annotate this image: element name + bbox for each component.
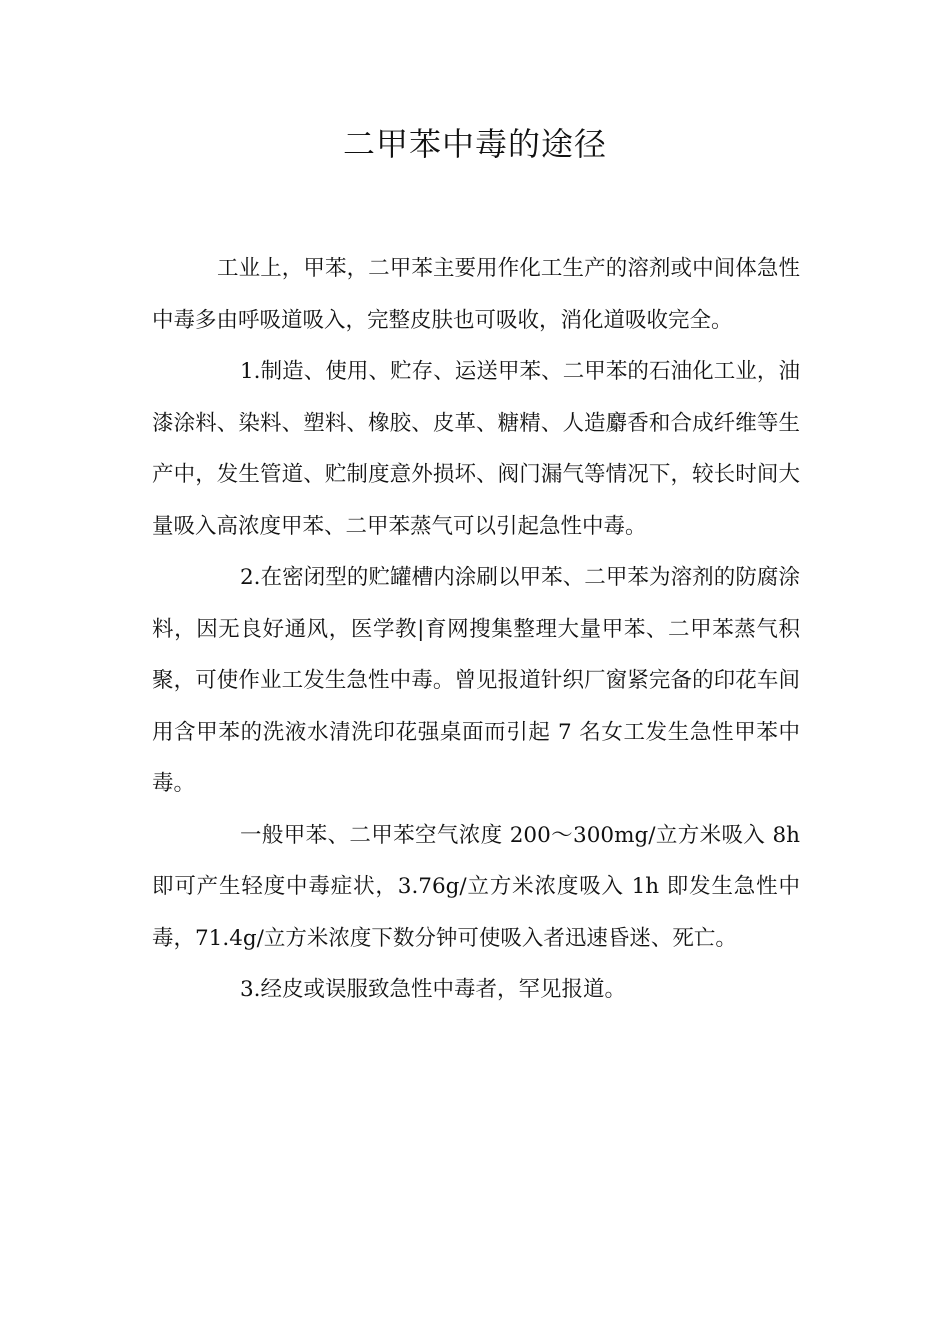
paragraph-item-1: 1.制造、使用、贮存、运送甲苯、二甲苯的石油化工业，油漆涂料、染料、塑料、橡胶、皮革、糖精、人造麝香和合成纤维等生产中，发生管道、贮制度意外损坏、阀门漏气等情况下，较长时间大量吸入高浓度甲苯、二甲苯蒸气可以引起急性中毒。 <box>152 359 800 539</box>
paragraph-intro: 工业上，甲苯，二甲苯主要用作化工生产的溶剂或中间体急性中毒多由呼吸道吸入，完整皮肤也可吸收，消化道吸收完全。 <box>152 256 800 333</box>
document-body <box>152 243 800 1016</box>
paragraph-item-2: 2.在密闭型的贮罐槽内涂刷以甲苯、二甲苯为溶剂的防腐涂料，因无良好通风，医学教|育网搜集整理大量甲苯、二甲苯蒸气积聚，可使作业工发生急性中毒。曾见报道针织厂窗紧完备的印花车间用含甲苯的洗液水清洗印花强桌面而引起 7 名女工发生急性甲苯中毒。 <box>152 565 800 796</box>
paragraph-item-3: 3.经皮或误服致急性中毒者，罕见报道。 <box>240 977 627 1002</box>
paragraph-concentration: 一般甲苯、二甲苯空气浓度 200～300mg/立方米吸入 8h 即可产生轻度中毒症状，3.76g/立方米浓度吸入 1h 即发生急性中毒，71.4g/立方米浓度下数分钟可使吸入者迅速昏迷、死亡。 <box>152 822 800 951</box>
document-title: 二甲苯中毒的途径 <box>342 125 607 163</box>
